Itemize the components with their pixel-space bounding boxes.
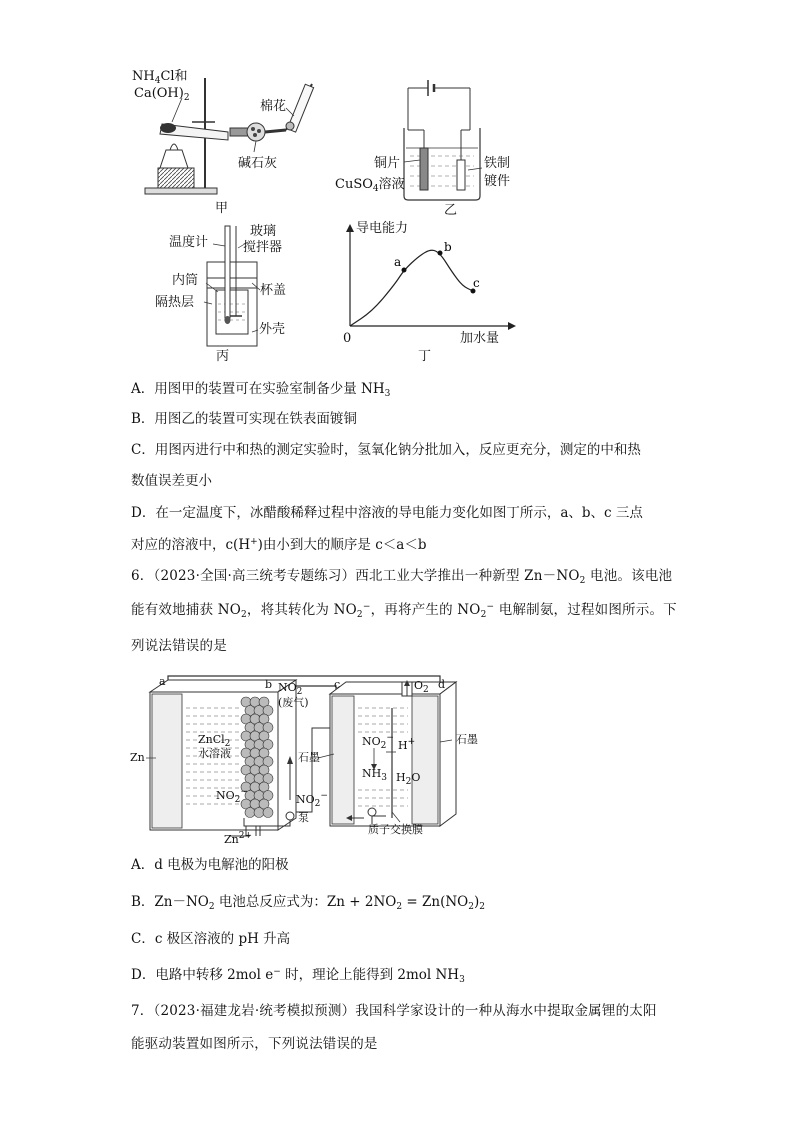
membrane-label: 质子交换膜	[368, 823, 423, 836]
q7-line2: 能驱动装置如图所示，下列说法错误的是	[131, 1036, 378, 1052]
graphite-right-label: 石墨	[456, 733, 478, 746]
cuso4-label: CuSO$_4$溶液	[335, 177, 405, 194]
q5-option-d-line2: 对应的溶液中，c(H+)由小到大的顺序是 c＜a＜b	[131, 537, 427, 553]
figure-bing-caption: 丙	[216, 349, 230, 364]
figure-jia-caption: 甲	[215, 201, 229, 216]
zn-label: Zn	[130, 751, 145, 764]
q5-option-d-line1: D．在一定温度下，冰醋酸稀释过程中溶液的导电能力变化如图丁所示，a、b、c 三点	[131, 505, 643, 521]
iron-label-1: 铁制	[484, 156, 511, 171]
waste-gas-label: (废气)	[278, 696, 309, 709]
point-label-b: b	[444, 240, 452, 254]
carbon-ball	[254, 808, 264, 818]
q5-option-a: A．用图甲的装置可在实验室制备少量 $NH_3$	[131, 381, 391, 399]
cotton-label: 棉花	[260, 99, 287, 114]
graphite-left-label: 石墨	[298, 751, 320, 764]
carbon-ball	[263, 808, 273, 818]
thermometer-label: 温度计	[169, 235, 209, 250]
q6-option-d: D．电路中转移 2mol e− 时，理论上能得到 2mol $NH_3$	[131, 967, 465, 985]
h2o-label: $H_2O$	[396, 771, 421, 787]
no2-minus-left-label: $NO_2^-$	[216, 787, 248, 805]
copper-label: 铜片	[374, 156, 401, 171]
point-label-c: c	[473, 276, 480, 290]
chart-origin: 0	[343, 331, 352, 346]
nh3-label: $NH_3$	[362, 767, 387, 783]
figure-yi-caption: 乙	[444, 203, 458, 218]
terminal-c: c	[334, 678, 341, 691]
point-label-a: a	[394, 255, 402, 269]
shell-label: 外壳	[259, 322, 286, 337]
o2-label: $O_2$	[414, 679, 429, 695]
reagent-label: $NH_4Cl$和	[132, 69, 188, 86]
terminal-a: a	[159, 675, 166, 688]
stirrer-label-2: 搅拌器	[243, 240, 283, 255]
q6-line3: 列说法错误的是	[131, 638, 227, 654]
solution-label: 水溶液	[198, 747, 231, 760]
q6-line2: 能有效地捕获 $NO_2$，将其转化为 $NO_2^-$，再将产生的 $NO_2^-$ 电解制氨，过程如图所示。下	[131, 602, 677, 620]
reagent-label-2: $Ca(OH)_2$	[134, 86, 190, 103]
pump-label: 泵	[298, 811, 309, 824]
soda-lime-label: 碱石灰	[238, 156, 278, 171]
figure-ding-caption: 丁	[418, 349, 432, 364]
lid-label: 杯盖	[260, 283, 287, 298]
q5-option-c-line1: C．用图丙进行中和热的测定实验时，氢氧化钠分批加入，反应更充分，测定的中和热	[131, 442, 641, 458]
q6-option-c: C．c 极区溶液的 pH 升高	[131, 931, 291, 947]
q5-option-b: B．用图乙的装置可实现在铁表面镀铜	[131, 411, 357, 427]
q5-option-c-line2: 数值误差更小	[131, 473, 212, 489]
no2-minus-right-label: $NO_2^-$	[362, 733, 394, 751]
q6-option-b: B．$Zn-NO_2$ 电池总反应式为：$Zn + 2NO_2 = Zn(NO_2)_2$	[131, 894, 485, 912]
carbon-ball	[245, 808, 255, 818]
terminal-b: b	[265, 678, 273, 691]
no2-minus-pump-label: $NO_2^-$	[296, 791, 328, 809]
q6-line1: 6．（2023·全国·高三统考专题练习）西北工业大学推出一种新型 $Zn-NO_2$ 电池。该电池	[131, 568, 673, 586]
chart-x-label: 加水量	[460, 331, 500, 346]
q6-option-a: A．d 电极为电解池的阳极	[131, 857, 289, 873]
zn2-label: $Zn^{2+}$	[224, 831, 253, 846]
insulation-label: 隔热层	[155, 295, 195, 310]
iron-label-2: 镀件	[484, 174, 511, 189]
stirrer-label-1: 玻璃	[250, 224, 277, 239]
zncl2-label: ZnCl$_2$	[198, 733, 231, 749]
no2-gas-label: $NO_2$	[278, 681, 303, 697]
q7-line1: 7．（2023·福建龙岩·统考模拟预测）我国科学家设计的一种从海水中提取金属锂的太阳	[131, 1003, 657, 1019]
inner-cup-label: 内筒	[172, 273, 199, 288]
chart-y-label: 导电能力	[356, 221, 409, 236]
hplus-label: H+	[398, 737, 416, 752]
terminal-d: d	[438, 678, 446, 691]
